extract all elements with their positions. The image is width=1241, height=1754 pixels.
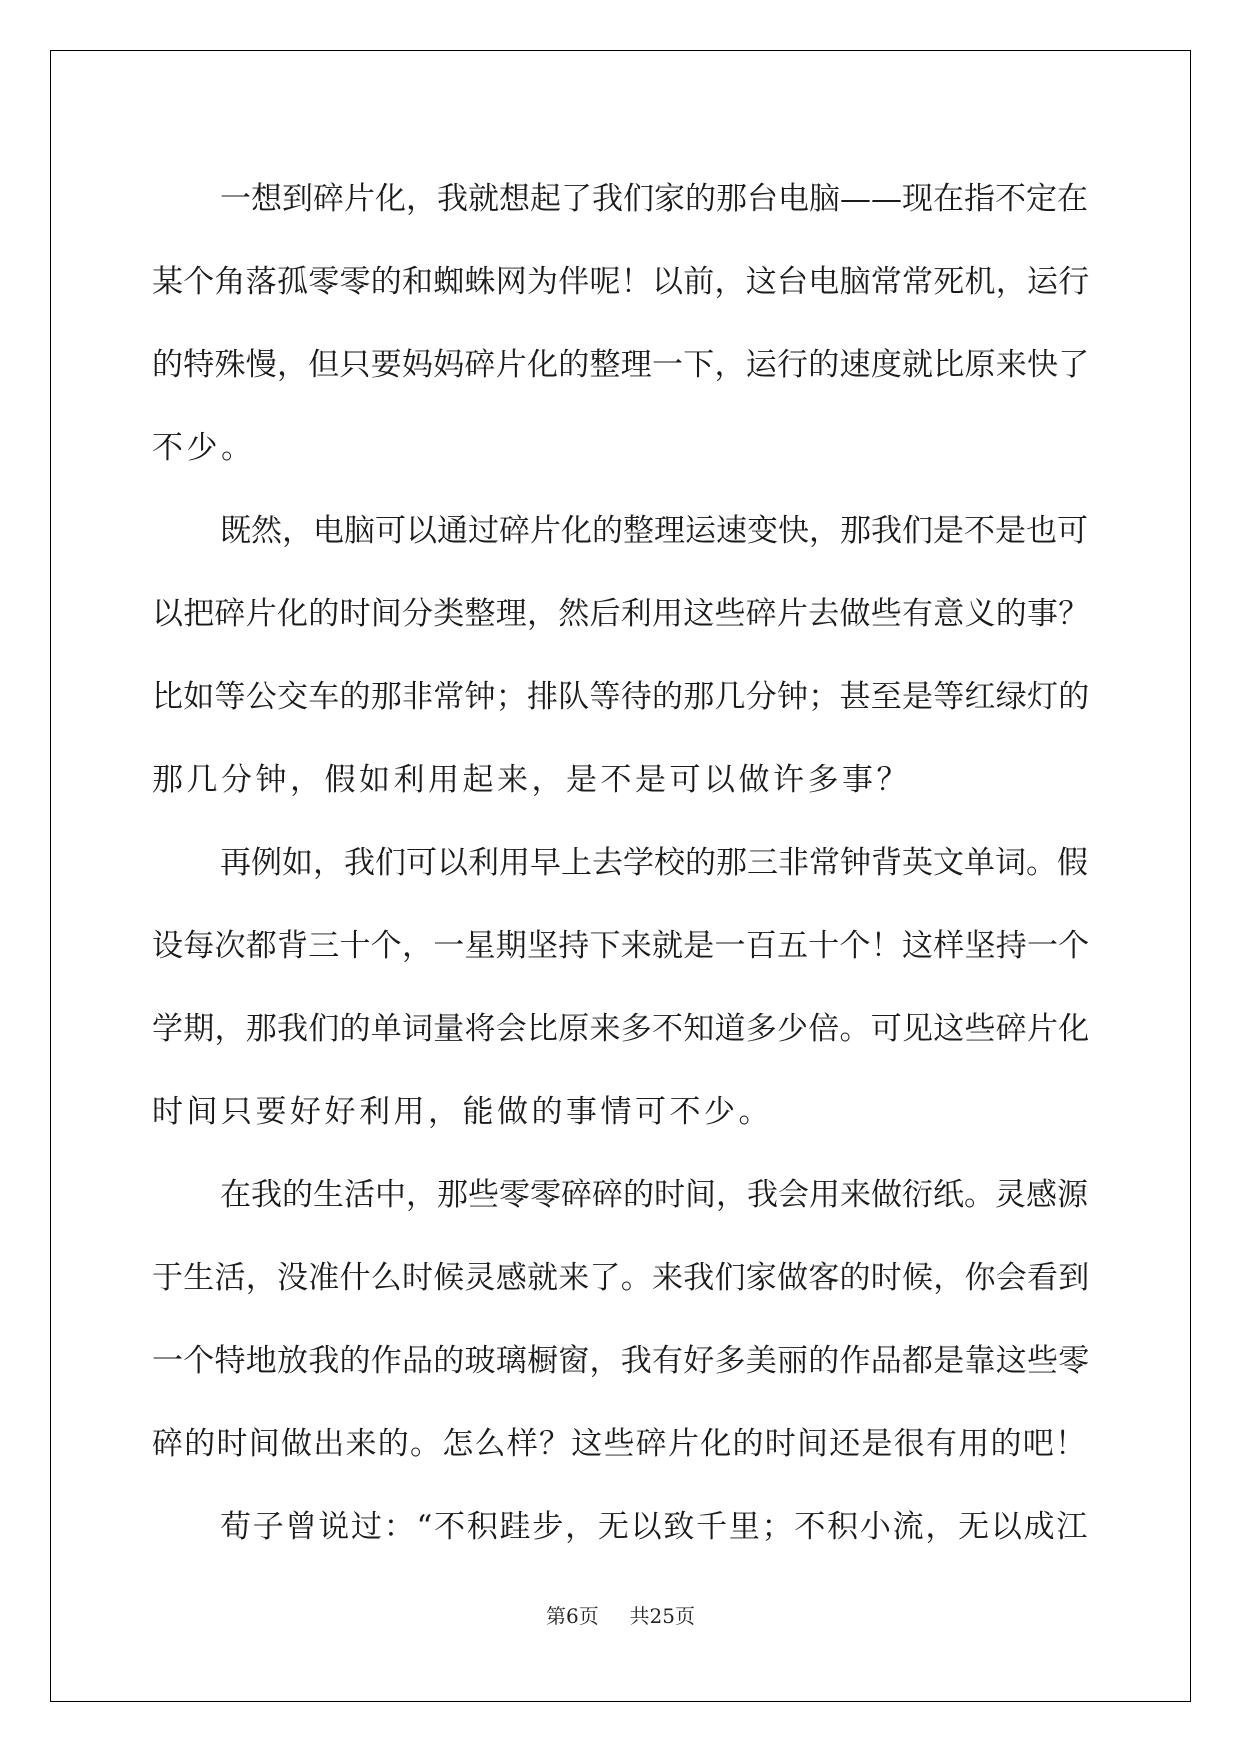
text-line: 不少。 bbox=[152, 430, 256, 466]
text-line: 某个角落孤零零的和蜘蛛网为伴呢！以前，这台电脑常常死机，运行 bbox=[152, 264, 1090, 300]
text-line: 碎的时间做出来的。怎么样？这些碎片化的时间还是很有用的吧！ bbox=[152, 1426, 1088, 1462]
paragraph-4 bbox=[152, 1154, 1092, 1486]
text-line: 在我的生活中，那些零零碎碎的时间，我会用来做衍纸。灵感源 bbox=[220, 1177, 1088, 1213]
paragraph-3 bbox=[152, 822, 1092, 1154]
text-line: 的特殊慢，但只要妈妈碎片化的整理一下，运行的速度就比原来快了 bbox=[152, 347, 1090, 383]
paragraph-1 bbox=[152, 158, 1092, 490]
text-line: 学期，那我们的单词量将会比原来多不知道多少倍。可见这些碎片化 bbox=[152, 1011, 1090, 1047]
text-line: 于生活，没准什么时候灵感就来了。来我们家做客的时候，你会看到 bbox=[152, 1260, 1090, 1296]
page-footer bbox=[0, 1600, 1241, 1629]
text-line: 既然，电脑可以通过碎片化的整理运速变快，那我们是不是也可 bbox=[220, 513, 1088, 549]
text-line: 一想到碎片化，我就想起了我们家的那台电脑——现在指不定在 bbox=[220, 181, 1088, 217]
text-line: 比如等公交车的那非常钟；排队等待的那几分钟；甚至是等红绿灯的 bbox=[152, 679, 1090, 715]
page-total: 共25页 bbox=[629, 1604, 695, 1628]
text-line: 一个特地放我的作品的玻璃橱窗，我有好多美丽的作品都是靠这些零 bbox=[152, 1343, 1090, 1379]
text-line: 荀子曾说过：“不积跬步，无以致千里；不积小流，无以成江 bbox=[220, 1509, 1090, 1545]
paragraph-2 bbox=[152, 490, 1092, 822]
text-line: 再例如，我们可以利用早上去学校的那三非常钟背英文单词。假 bbox=[220, 845, 1088, 881]
paragraph-5 bbox=[152, 1486, 1092, 1569]
text-line: 那几分钟，假如利用起来，是不是可以做许多事？ bbox=[152, 762, 911, 798]
text-line: 以把碎片化的时间分类整理，然后利用这些碎片去做些有意义的事？ bbox=[152, 596, 1090, 632]
document-body bbox=[152, 158, 1092, 1569]
page-number: 第6页 bbox=[546, 1604, 599, 1628]
text-line: 时间只要好好利用，能做的事情可不少。 bbox=[152, 1094, 773, 1130]
text-line: 设每次都背三十个，一星期坚持下来就是一百五十个！这样坚持一个 bbox=[152, 928, 1090, 964]
